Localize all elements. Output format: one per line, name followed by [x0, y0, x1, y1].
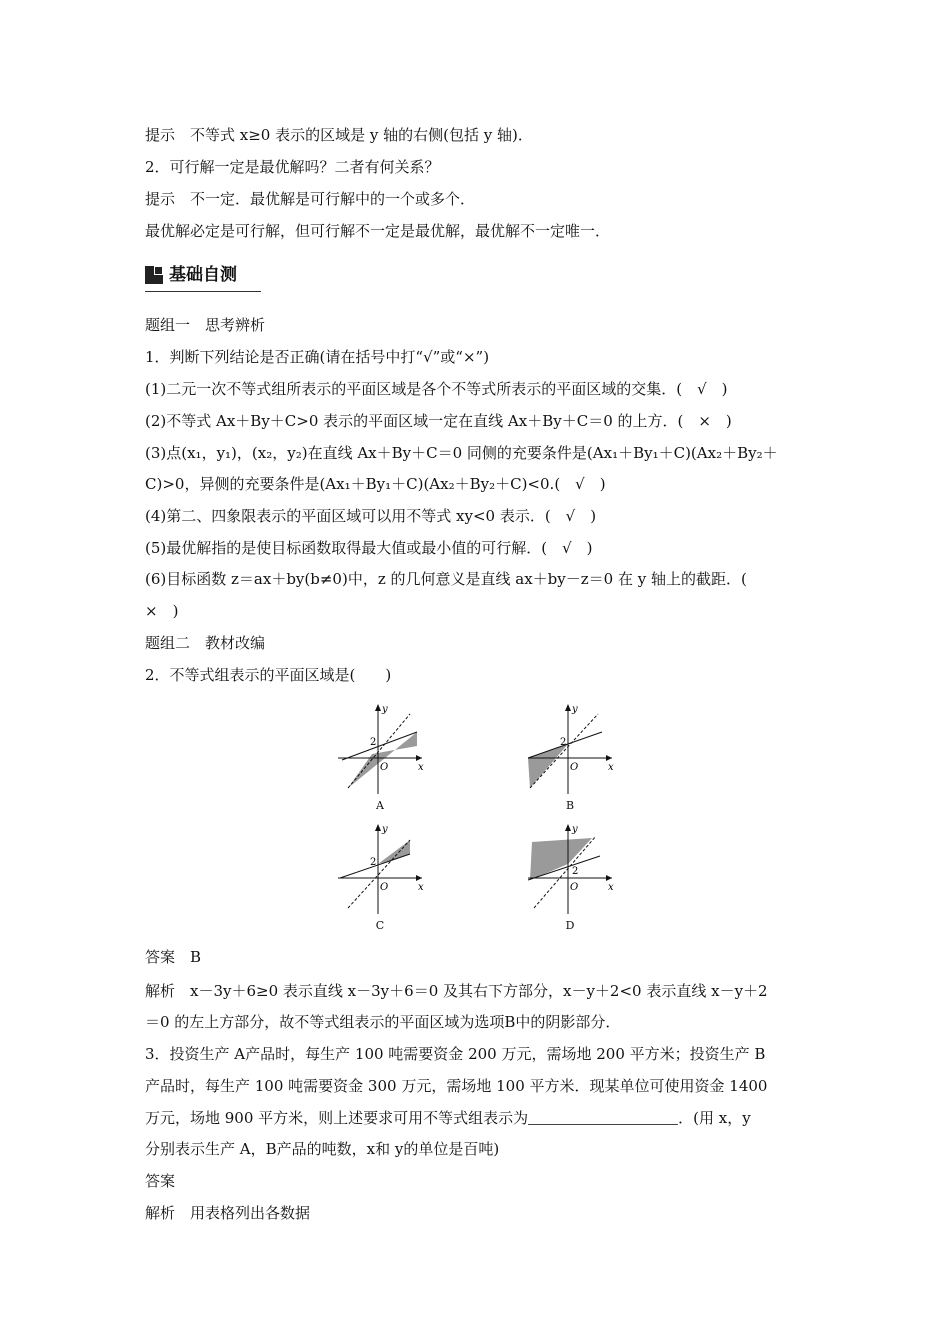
figure-a	[330, 702, 430, 812]
question-3b: 产品时，每生产 100 吨需要资金 300 万元，需场地 100 平方米．现某单位可使用资金 1400	[145, 1077, 768, 1095]
intercept-label: 2	[370, 857, 377, 868]
shaded-region	[378, 840, 410, 864]
intercept-label: 2	[572, 866, 579, 877]
question-2-review: 2．可行解一定是最优解吗？二者有何关系？	[145, 158, 440, 176]
group-1-title: 题组一 思考辨析	[145, 316, 266, 334]
answer-blank[interactable]	[528, 1110, 678, 1125]
origin-label: O	[380, 762, 389, 773]
analysis-3: 解析 用表格列出各数据	[145, 1204, 311, 1222]
figure-b	[520, 702, 620, 812]
figure-d	[520, 822, 620, 932]
statement-3a: (3)点(x₁，y₁)，(x₂，y₂)在直线 Ax＋By＋C＝0 同侧的充要条件是(Ax₁＋By₁＋C)(Ax₂＋By₂＋	[145, 444, 778, 462]
hint-line-3: 最优解必定是可行解，但可行解不一定是最优解，最优解不一定唯一．	[145, 222, 611, 240]
question-2: 2．不等式组表示的平面区域是( )	[145, 666, 392, 684]
axis-x-label: x	[418, 882, 424, 893]
axis-y-label: y	[382, 824, 388, 835]
statement-6a: (6)目标函数 z＝ax＋by(b≠0)中，z 的几何意义是直线 ax＋by－z＝0 在 y 轴上的截距．(	[145, 570, 747, 588]
section-rule	[145, 291, 261, 292]
hint-line-1: 提示 不等式 x≥0 表示的区域是 y 轴的右侧(包括 y 轴)．	[145, 126, 533, 144]
group-2-title: 题组二 教材改编	[145, 634, 266, 652]
answer-3: 答案	[145, 1172, 176, 1190]
analysis-2a: 解析 x－3y＋6≥0 表示直线 x－3y＋6＝0 及其右下方部分，x－y＋2<0 表示直线 x－y＋2	[145, 982, 768, 1000]
origin-label: O	[570, 882, 579, 893]
intercept-label: 2	[560, 737, 567, 748]
origin-label: O	[570, 762, 579, 773]
question-3a: 3．投资生产 A产品时，每生产 100 吨需要资金 200 万元，需场地 200 平方米；投资生产 B	[145, 1045, 766, 1063]
section-header	[145, 264, 805, 294]
origin-label: O	[380, 882, 389, 893]
figure-c	[330, 822, 430, 932]
statement-5: (5)最优解指的是使目标函数取得最大值或最小值的可行解．( √ )	[145, 539, 593, 557]
figure-d-label: D	[565, 919, 575, 932]
axis-x-label: x	[418, 762, 424, 773]
statement-3b: C)>0，异侧的充要条件是(Ax₁＋By₁＋C)(Ax₂＋By₂＋C)<0.( √ )	[145, 475, 606, 493]
section-title: 基础自测	[169, 265, 237, 285]
answer-2: 答案 B	[145, 948, 202, 966]
question-1: 1．判断下列结论是否正确(请在括号中打“√”或“×”)	[145, 348, 490, 366]
axis-x-label: x	[608, 762, 614, 773]
question-3d: 分别表示生产 A，B产品的吨数，x和 y的单位是百吨)	[145, 1140, 500, 1158]
figure-c-label: C	[375, 919, 385, 932]
hint-line-2: 提示 不一定．最优解是可行解中的一个或多个．	[145, 190, 476, 208]
statement-1: (1)二元一次不等式组所表示的平面区域是各个不等式所表示的平面区域的交集．( √ )	[145, 380, 728, 398]
axis-x-label: x	[608, 882, 614, 893]
statement-4: (4)第二、四象限表示的平面区域可以用不等式 xy<0 表示．( √ )	[145, 507, 597, 525]
statement-6b: × )	[145, 602, 179, 620]
axis-y-label: y	[572, 824, 578, 835]
analysis-2b: ＝0 的左上方部分，故不等式组表示的平面区域为选项B中的阴影部分．	[145, 1013, 621, 1031]
section-square-icon	[145, 266, 163, 284]
question-3c-post: ．(用 x，y	[678, 1109, 751, 1127]
question-3c-pre: 万元，场地 900 平方米，则上述要求可用不等式组表示为	[145, 1109, 529, 1127]
question-3c	[145, 1108, 751, 1128]
statement-2: (2)不等式 Ax＋By＋C>0 表示的平面区域一定在直线 Ax＋By＋C＝0 的上方．( × )	[145, 412, 732, 430]
figure-a-label: A	[376, 799, 384, 812]
axis-y-label: y	[572, 704, 578, 715]
figure-b-label: B	[565, 799, 575, 812]
shaded-region	[530, 838, 592, 880]
intercept-label: 2	[370, 737, 377, 748]
shaded-region	[348, 732, 417, 788]
axis-y-label: y	[382, 704, 388, 715]
